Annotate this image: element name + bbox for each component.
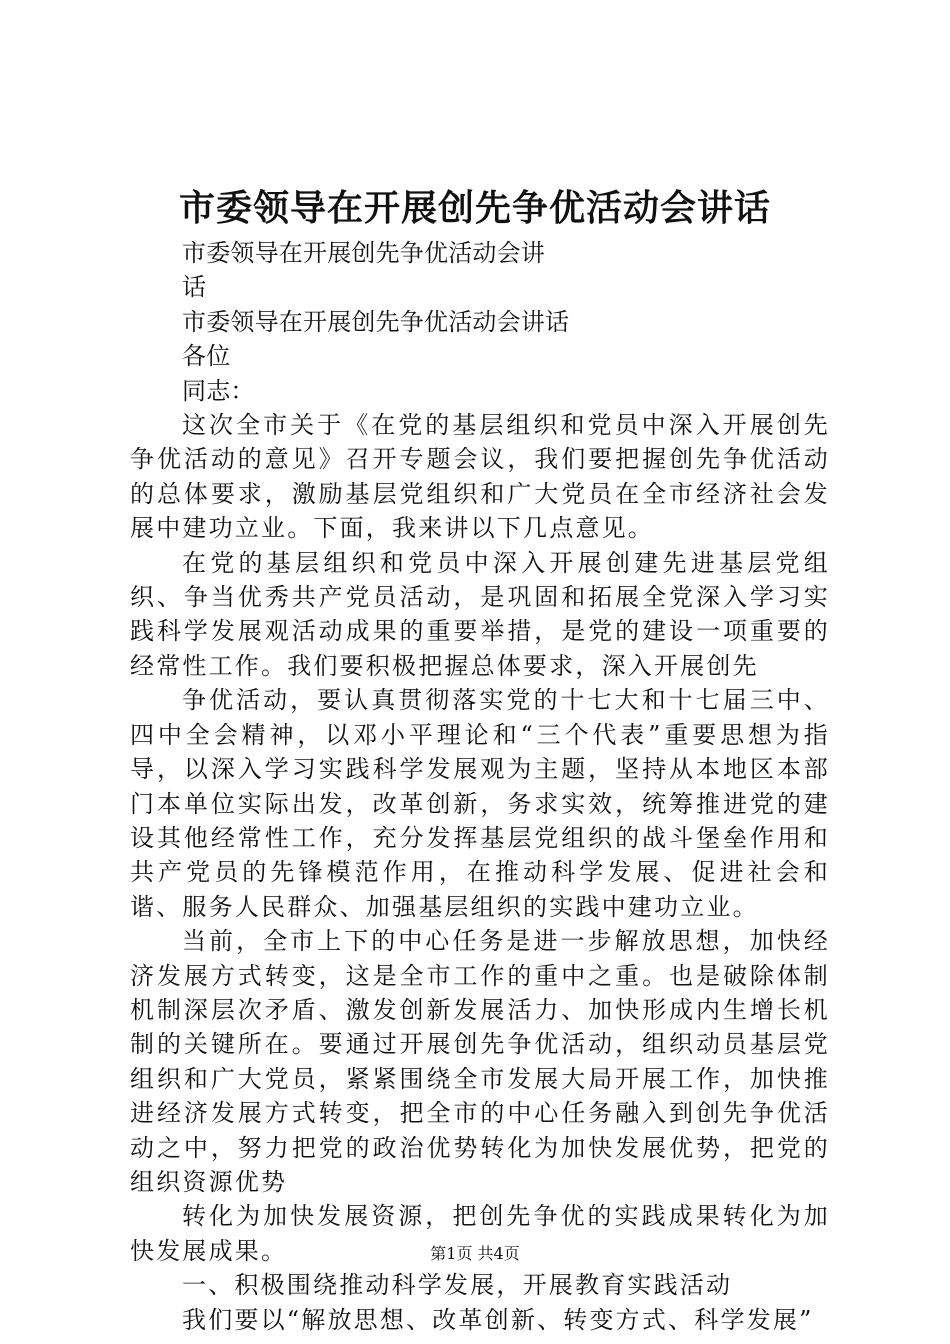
salutation-line-1: 各位 [182,342,231,371]
paragraph: 转化为加快发展资源，把创先争优的实践成果转化为加快发展成果。 [130,1202,830,1265]
section-heading: 一、积极围绕推动科学发展，开展教育实践活动 [182,1271,733,1300]
paragraph: 争优活动，要认真贯彻落实党的十七大和十七届三中、四中全会精神，以邓小平理论和“三个代表”重要思想为指导，以深入学习实践科学发展观为主题，坚持从本地区本部门本单位实际出发，改革创新，务求实效，统筹推进党的建设其他经常性工作，充分发挥基层党组织的战斗堡垒作用和共产党员的先锋模范作用，在推动科学发展、促进社会和谐、服务人民群众、加强基层组织的实践中建功立业。 [130,686,830,921]
document-title: 市委领导在开展创先争优活动会讲话 [178,187,771,229]
salutation-line-2: 同志： [182,376,255,405]
page-footer: 第1页 共4页 [430,1244,520,1263]
paragraph: 我们要以“解放思想、改革创新、转变方式、科学发展” [182,1305,814,1334]
paragraph: 当前，全市上下的中心任务是进一步解放思想，加快经济发展方式转变，这是全市工作的重中之重。也是破除体制机制深层次矛盾、激发创新发展活力、加快形成内生增长机制的关键所在。要通过开展创先争优活动，组织动员基层党组织和广大党员，紧紧围绕全市发展大局开展工作，加快推进经济发展方式转变，把全市的中心任务融入到创先争优活动之中，努力把党的政治优势转化为加快发展优势，把党的组织资源优势 [130,927,830,1196]
paragraph: 这次全市关于《在党的基层组织和党员中深入开展创先争优活动的意见》召开专题会议，我们要把握创先争优活动的总体要求，激励基层党组织和广大党员在全市经济社会发展中建功立业。下面，我来讲以下几点意见。 [130,411,830,543]
heading-repeat: 市委领导在开展创先争优活动会讲话 [182,307,570,336]
heading-line-2: 话 [182,273,207,302]
document-body [130,236,830,1337]
heading-line-1: 市委领导在开展创先争优活动会讲 [182,239,545,267]
paragraph: 在党的基层组织和党员中深入开展创建先进基层党组织、争当优秀共产党员活动，是巩固和拓展全党深入学习实践科学发展观活动成果的重要举措，是党的建设一项重要的经常性工作。我们要积极把握总体要求，深入开展创先 [130,548,830,680]
